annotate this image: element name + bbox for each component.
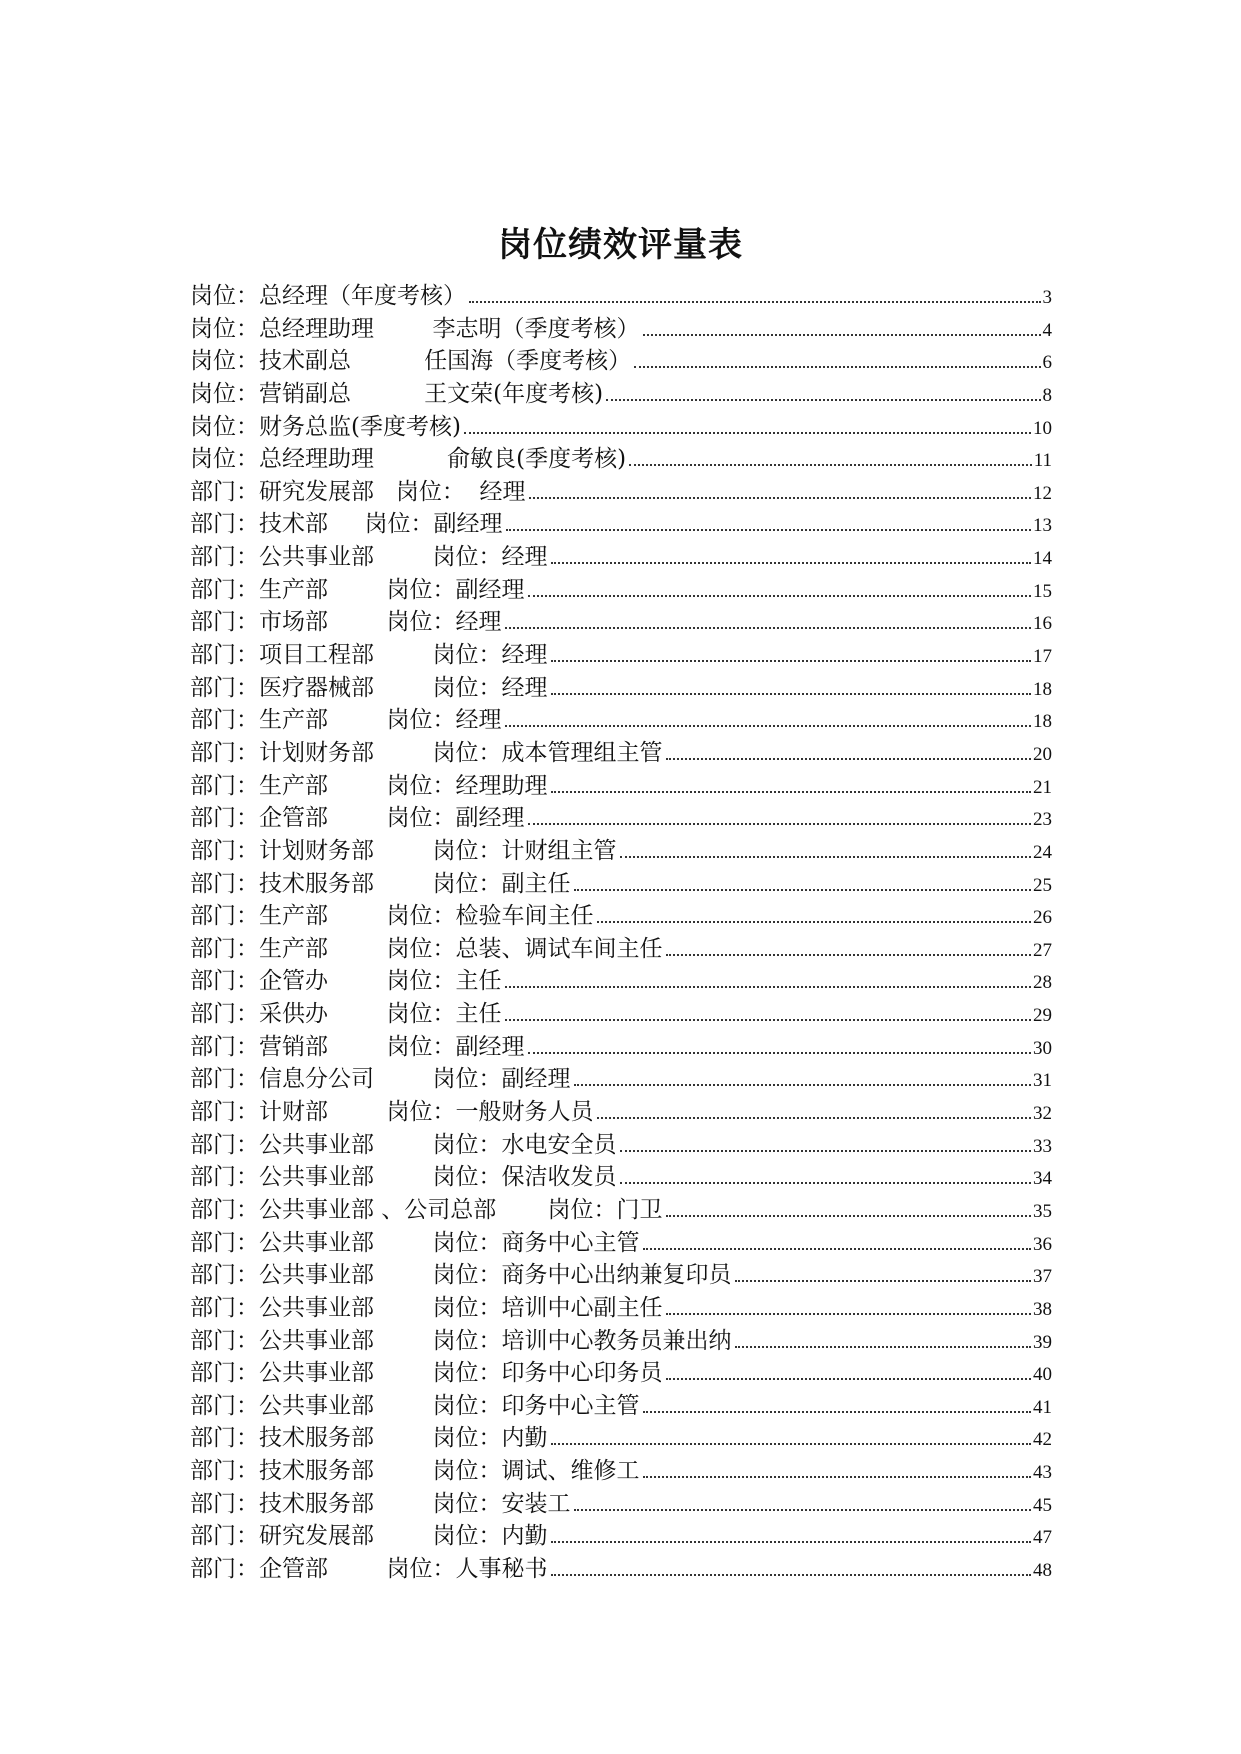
toc-dot-leader [574,1083,1032,1086]
toc-page-number: 45 [1033,1494,1052,1516]
toc-dot-leader [666,1312,1032,1315]
toc-page-number: 24 [1033,841,1052,863]
toc-entry[interactable] [190,574,1052,607]
toc-entry[interactable] [190,1194,1052,1227]
toc-entry-title: 部门：营销部 岗位：副经理 [190,1033,525,1060]
toc-page-number: 8 [1042,384,1052,406]
toc-dot-leader [597,920,1032,923]
toc-entry[interactable] [190,1161,1052,1194]
toc-dot-leader [469,300,1041,303]
toc-page-number: 37 [1033,1266,1052,1288]
toc-entry[interactable] [190,1292,1052,1325]
toc-entry[interactable] [190,868,1052,901]
toc-dot-leader [551,692,1032,695]
toc-entry[interactable] [190,313,1052,346]
toc-entry-title: 部门：生产部 岗位：检验车间主任 [190,903,594,930]
toc-entry-title: 部门：企管办 岗位：主任 [190,968,502,995]
toc-entry-title: 部门：计划财务部 岗位：成本管理组主管 [190,739,663,766]
toc-entry-title: 部门：公共事业部 岗位：经理 [190,544,548,571]
toc-page-number: 30 [1033,1037,1052,1059]
toc-dot-leader [529,496,1031,499]
toc-entry[interactable] [190,770,1052,803]
toc-entry[interactable] [190,508,1052,541]
toc-page-number: 16 [1033,613,1052,635]
toc-entry-title: 部门：公共事业部 岗位：商务中心主管 [190,1229,640,1256]
toc-entry-title: 部门：公共事业部 岗位：培训中心副主任 [190,1294,663,1321]
toc-dot-leader [643,333,1041,336]
toc-entry[interactable] [190,443,1052,476]
toc-dot-leader [666,1377,1032,1380]
toc-entry[interactable] [190,476,1052,509]
toc-entry-title: 部门：技术服务部 岗位：副主任 [190,870,571,897]
toc-dot-leader [666,1214,1032,1217]
toc-dot-leader [620,855,1032,858]
toc-page-number: 38 [1033,1298,1052,1320]
toc-dot-leader [666,757,1032,760]
toc-dot-leader [735,1345,1032,1348]
toc-entry[interactable] [190,802,1052,835]
toc-entry-title: 部门：采供办 岗位：主任 [190,1001,502,1028]
toc-page-number: 13 [1033,515,1052,537]
toc-entry-title: 岗位：营销副总 王文荣(年度考核) [190,380,604,407]
toc-dot-leader [606,398,1040,401]
toc-page-number: 14 [1033,548,1052,570]
toc-dot-leader [505,724,1032,727]
toc-dot-leader [551,659,1032,662]
toc-entry[interactable] [190,933,1052,966]
toc-entry-title: 岗位：总经理（年度考核） [190,283,466,309]
toc-entry-title: 部门：计财部 岗位：一般财务人员 [190,1099,594,1126]
toc-page-number: 34 [1033,1168,1052,1190]
toc-dot-leader [551,1573,1032,1576]
toc-page-number: 29 [1033,1005,1052,1027]
toc-entry[interactable] [190,672,1052,705]
toc-dot-leader [505,626,1032,629]
toc-entry[interactable] [190,1520,1052,1553]
toc-dot-leader [505,985,1032,988]
toc-page-number: 20 [1033,743,1052,765]
toc-entry-title: 部门：信息分公司 岗位：副经理 [190,1066,571,1093]
toc-page-number: 31 [1033,1070,1052,1092]
toc-dot-leader [551,561,1032,564]
toc-entry[interactable] [190,606,1052,639]
toc-page-number: 10 [1033,417,1052,439]
toc-page-number: 36 [1033,1233,1052,1255]
toc-entry[interactable] [190,1227,1052,1260]
toc-entry-title: 部门：研究发展部 岗位： 经理 [190,478,526,505]
toc-entry-title: 岗位：技术副总 任国海（季度考核） [190,348,632,375]
toc-page-number: 40 [1033,1364,1052,1386]
toc-entry[interactable] [190,345,1052,378]
toc-dot-leader [506,528,1031,531]
toc-entry[interactable] [190,1553,1052,1586]
toc-entry[interactable] [190,1063,1052,1096]
toc-dot-leader [551,790,1032,793]
toc-entry-title: 部门：生产部 岗位：经理 [190,707,502,734]
toc-page-number: 18 [1033,711,1052,733]
toc-page-number: 18 [1033,678,1052,700]
toc-page-number: 47 [1033,1527,1052,1549]
toc-dot-leader [620,1181,1032,1184]
toc-dot-leader [528,594,1032,597]
toc-entry-title: 部门：公共事业部 岗位：水电安全员 [190,1131,617,1158]
toc-entry[interactable] [190,998,1052,1031]
toc-entry[interactable] [190,965,1052,998]
toc-entry[interactable] [190,541,1052,574]
toc-entry[interactable] [190,1325,1052,1358]
toc-entry-title: 部门：技术部 岗位：副经理 [190,511,503,538]
toc-dot-leader [528,822,1032,825]
toc-entry-title: 部门：技术服务部 岗位：调试、维修工 [190,1458,640,1485]
toc-entry[interactable] [190,1129,1052,1162]
toc-entry-title: 部门：公共事业部 岗位：培训中心教务员兼出纳 [190,1327,732,1354]
toc-page-number: 48 [1033,1559,1052,1581]
toc-entry[interactable] [190,1357,1052,1390]
toc-entry[interactable] [190,1259,1052,1292]
toc-page-number: 11 [1033,450,1052,472]
table-of-contents [190,280,1052,1586]
toc-dot-leader [643,1410,1032,1413]
toc-dot-leader [551,1540,1032,1543]
toc-entry-title: 部门：企管部 岗位：人事秘书 [190,1555,548,1582]
toc-page-number: 15 [1033,580,1052,602]
toc-dot-leader [620,1149,1032,1152]
toc-entry[interactable] [190,737,1052,770]
toc-entry[interactable] [190,900,1052,933]
toc-page-number: 12 [1033,482,1052,504]
toc-page-number: 41 [1033,1396,1052,1418]
toc-page-number: 39 [1033,1331,1052,1353]
toc-entry-title: 部门：公共事业部 岗位：商务中心出纳兼复印员 [190,1262,732,1289]
toc-entry[interactable] [190,1031,1052,1064]
toc-entry-title: 岗位：总经理助理 李志明（季度考核） [190,315,640,342]
toc-dot-leader [629,463,1032,466]
toc-entry[interactable] [190,1422,1052,1455]
toc-entry[interactable] [190,639,1052,672]
toc-dot-leader [643,1247,1032,1250]
toc-dot-leader [666,953,1032,956]
toc-entry[interactable] [190,704,1052,737]
toc-page-number: 35 [1033,1200,1052,1222]
toc-dot-leader [574,888,1032,891]
toc-entry-title: 部门：市场部 岗位：经理 [190,609,502,636]
toc-entry-title: 部门：企管部 岗位：副经理 [190,805,525,832]
toc-page-number: 28 [1033,972,1052,994]
toc-entry-title: 部门：公共事业部 岗位：印务中心印务员 [190,1360,663,1387]
toc-page-number: 42 [1033,1429,1052,1451]
toc-entry-title: 部门：生产部 岗位：总装、调试车间主任 [190,935,663,962]
toc-entry-title: 部门：计划财务部 岗位：计财组主管 [190,837,617,864]
toc-entry-title: 部门：公共事业部 岗位：印务中心主管 [190,1392,640,1419]
toc-dot-leader [634,365,1040,368]
toc-page-number: 4 [1042,319,1052,341]
toc-page-number: 17 [1033,646,1052,668]
toc-page-number: 43 [1033,1462,1052,1484]
toc-entry-title: 岗位：财务总监(季度考核) [190,413,461,440]
toc-page-number: 25 [1033,874,1052,896]
page-title: 岗位绩效评量表 [498,225,743,265]
toc-entry-title: 岗位：总经理助理 俞敏良(季度考核) [190,446,627,473]
toc-dot-leader [505,1018,1032,1021]
toc-dot-leader [464,431,1031,434]
toc-entry[interactable] [190,411,1052,444]
toc-page-number: 6 [1042,352,1052,374]
toc-entry-title: 部门：生产部 岗位：副经理 [190,576,525,603]
toc-page-number: 27 [1033,939,1052,961]
toc-dot-leader [597,1116,1032,1119]
toc-entry[interactable] [190,1488,1052,1521]
toc-entry[interactable] [190,280,1052,313]
toc-dot-leader [643,1475,1032,1478]
toc-page-number: 23 [1033,809,1052,831]
toc-dot-leader [528,1051,1032,1054]
toc-entry-title: 部门：研究发展部 岗位：内勤 [190,1523,548,1550]
toc-dot-leader [574,1508,1032,1511]
toc-dot-leader [735,1279,1032,1282]
toc-entry-title: 部门：公共事业部 、公司总部 岗位：门卫 [190,1196,663,1223]
toc-entry-title: 部门：医疗器械部 岗位：经理 [190,674,548,701]
toc-entry[interactable] [190,1096,1052,1129]
toc-entry-title: 部门：项目工程部 岗位：经理 [190,642,548,669]
toc-page-number: 32 [1033,1103,1052,1125]
toc-entry-title: 部门：公共事业部 岗位：保洁收发员 [190,1164,617,1191]
toc-entry[interactable] [190,1390,1052,1423]
toc-page-number: 3 [1042,287,1052,308]
toc-entry-title: 部门：技术服务部 岗位：内勤 [190,1425,548,1452]
toc-entry-title: 部门：生产部 岗位：经理助理 [190,772,548,799]
toc-entry[interactable] [190,378,1052,411]
toc-entry[interactable] [190,1455,1052,1488]
toc-dot-leader [551,1442,1032,1445]
toc-entry[interactable] [190,835,1052,868]
toc-page-number: 26 [1033,907,1052,929]
toc-page-number: 21 [1033,776,1052,798]
toc-entry-title: 部门：技术服务部 岗位：安装工 [190,1490,571,1517]
toc-page-number: 33 [1033,1135,1052,1157]
